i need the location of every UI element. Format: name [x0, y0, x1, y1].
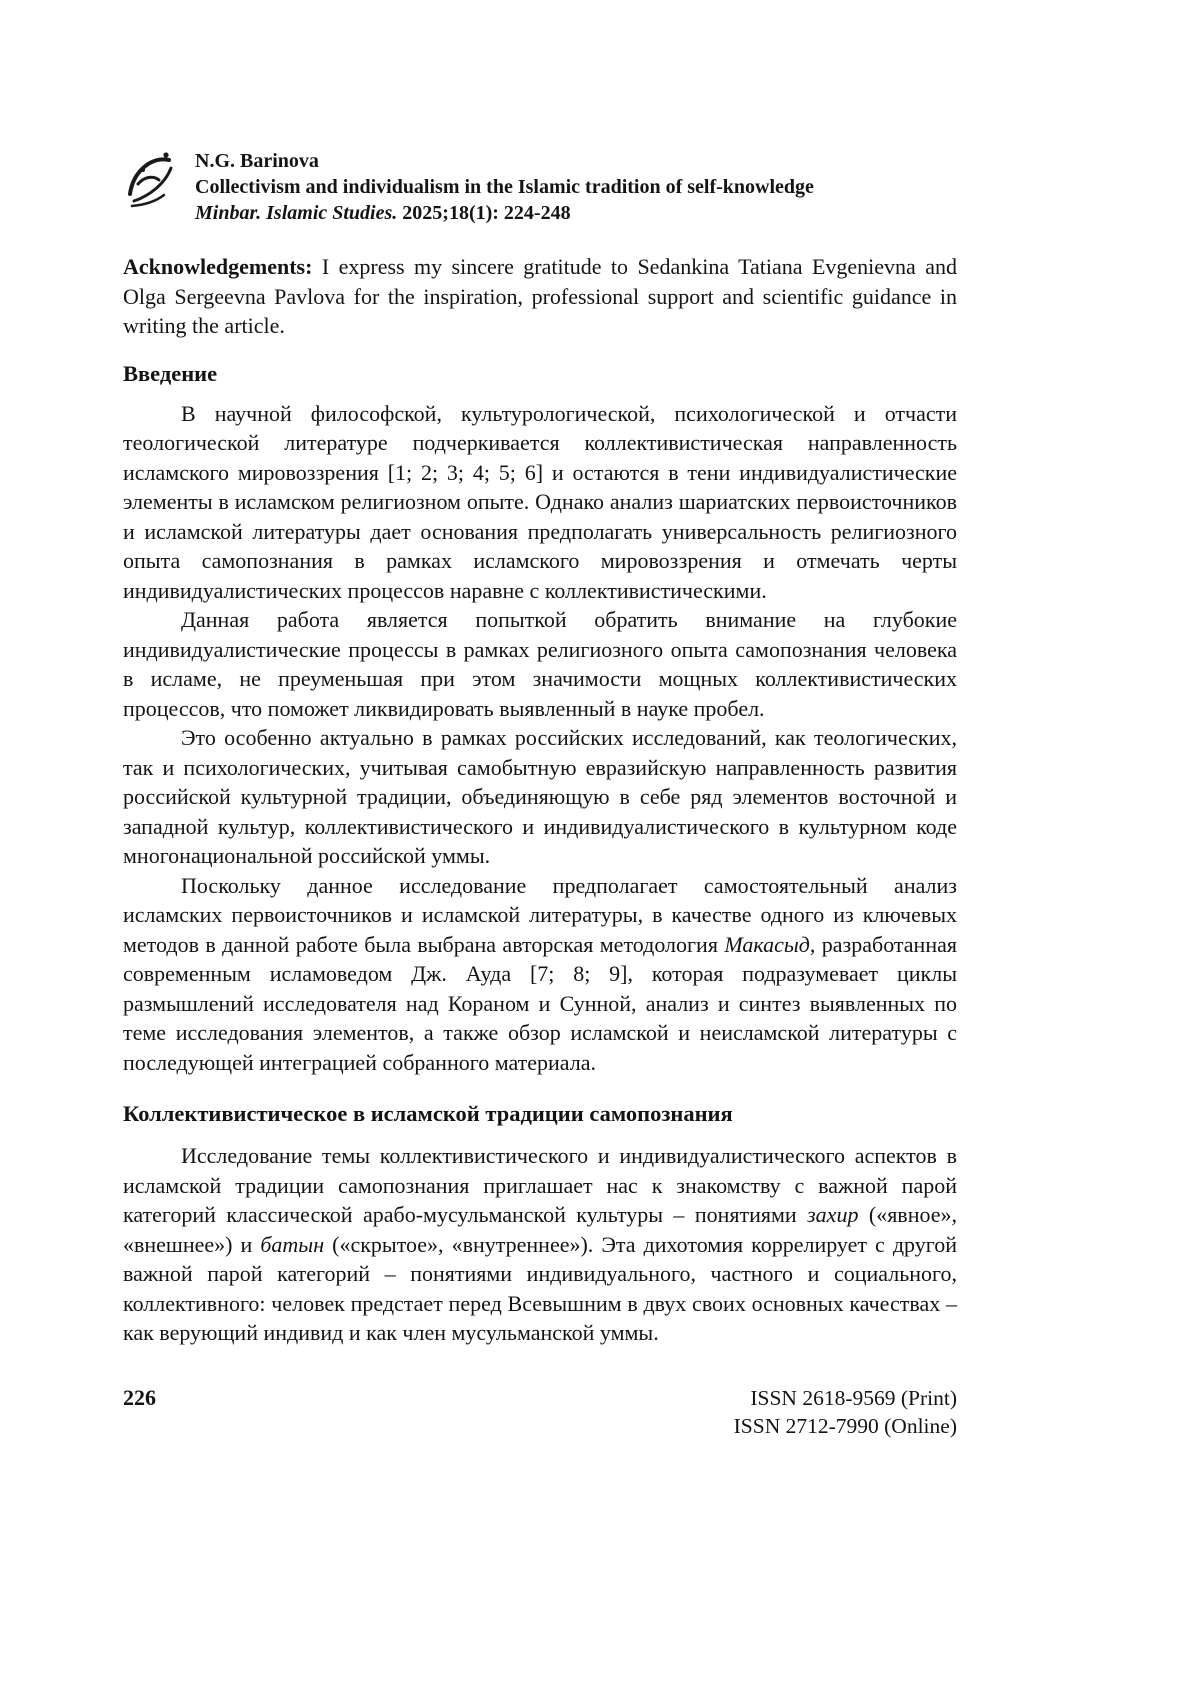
page-footer: [123, 1384, 957, 1440]
intro-paragraph-3: Это особенно актуально в рамках российских исследований, как теологических, так и психологических, учитывая самобытную евразийскую направленность развития российской культурной традиции, объединяющую в себе ряд элементов восточной и западной культур, коллективистического и индивидуалистического в культурном коде многонациональной российской уммы.: [123, 725, 957, 868]
citation-numbers: 2025;18(1): 224-248: [397, 202, 571, 224]
running-head-text: [195, 148, 814, 226]
journal-name: Minbar. Islamic Studies.: [195, 202, 398, 224]
article-body: [123, 252, 957, 1348]
introduction-heading: Введение: [123, 360, 218, 386]
term-batyn: батын: [260, 1231, 325, 1257]
issn-print: ISSN 2618-9569 (Print): [750, 1386, 957, 1410]
acknowledgements-paragraph: [123, 252, 957, 341]
collectivism-paragraph-1-end: («скрытое», «внутреннее»). Эта дихотомия коррелирует с другой важной парой категорий – понятиями индивидуального, частного и социального, коллективного: человек предстает перед Всевышним в двух своих основных качествах – как верующий индивид и как член мусульманской уммы.: [123, 1231, 957, 1345]
collectivism-section-heading: Коллективистическое в исламской традиции самопознания: [123, 1101, 733, 1126]
acknowledgements-text: I express my sincere gratitude to Sedankina Tatiana Evgenievna and Olga Sergeevna Pavlova for the inspiration, professional support and scientific guidance in writing the article.: [123, 254, 957, 338]
running-head-author: N.G. Barinova: [195, 150, 319, 172]
running-head-citation: [195, 200, 814, 226]
running-head: [123, 148, 957, 226]
issn-online: ISSN 2712-7990 (Online): [733, 1414, 957, 1438]
collectivism-paragraph-1-text: Исследование темы коллективистического и индивидуалистического аспектов в исламской традиции самопознания приглашает нас к знакомству с важной парой категорий классической арабо-мусульманской культуры – понятиями: [123, 1143, 957, 1227]
term-zahir: захир: [807, 1202, 859, 1227]
journal-calligraphy-logo-icon: [123, 148, 179, 210]
running-head-title: Collectivism and individualism in the Islamic tradition of self-knowledge: [195, 176, 814, 198]
intro-paragraph-4: [123, 871, 957, 1078]
collectivism-paragraph-1-mid: («явное», «внешнее») и: [123, 1202, 958, 1257]
page-content: [123, 148, 957, 1348]
term-maqasid: Макасыд: [724, 931, 810, 957]
intro-paragraph-1: В научной философской, культурологической, психологической и отчасти теологической литературе подчеркивается коллективистическая направленность исламского мировоззрения [1; 2; 3; 4; 5; 6] и остаются в тени индивидуалистические элементы в исламском религиозном опыте. Однако анализ шариатских первоисточников и исламской литературы дает основания предполагать универсальность религиозного опыта самопознания в рамках исламского мировоззрения и отмечать черты индивидуалистических процессов наравне с коллективистическими.: [123, 400, 957, 603]
collectivism-paragraph-1: [123, 1141, 957, 1348]
intro-paragraph-4-text-cont: , разработанная современным исламоведом Дж. Ауда [7; 8; 9], которая подразумевает циклы размышлений исследователя над Кораном и Сунной, анализ и синтез выявленных по теме исследования элементов, а также обзор исламской и неисламской литературы с последующей интеграцией собранного материала.: [123, 931, 957, 1075]
intro-paragraph-2: Данная работа является попыткой обратить внимание на глубокие индивидуалистические процессы в рамках религиозного опыта самопознания человека в исламе, не преуменьшая при этом значимости мощных коллективистических процессов, что поможет ликвидировать выявленный в науке пробел.: [123, 607, 957, 721]
acknowledgements-label: Acknowledgements:: [123, 254, 313, 279]
intro-paragraph-4-text: Поскольку данное исследование предполагает самостоятельный анализ исламских первоисточников и исламской литературы, в качестве одного из ключевых методов в данной работе была выбрана авторская методология: [123, 872, 957, 957]
page-number: 226: [123, 1385, 156, 1410]
issn-block: [734, 1384, 957, 1440]
